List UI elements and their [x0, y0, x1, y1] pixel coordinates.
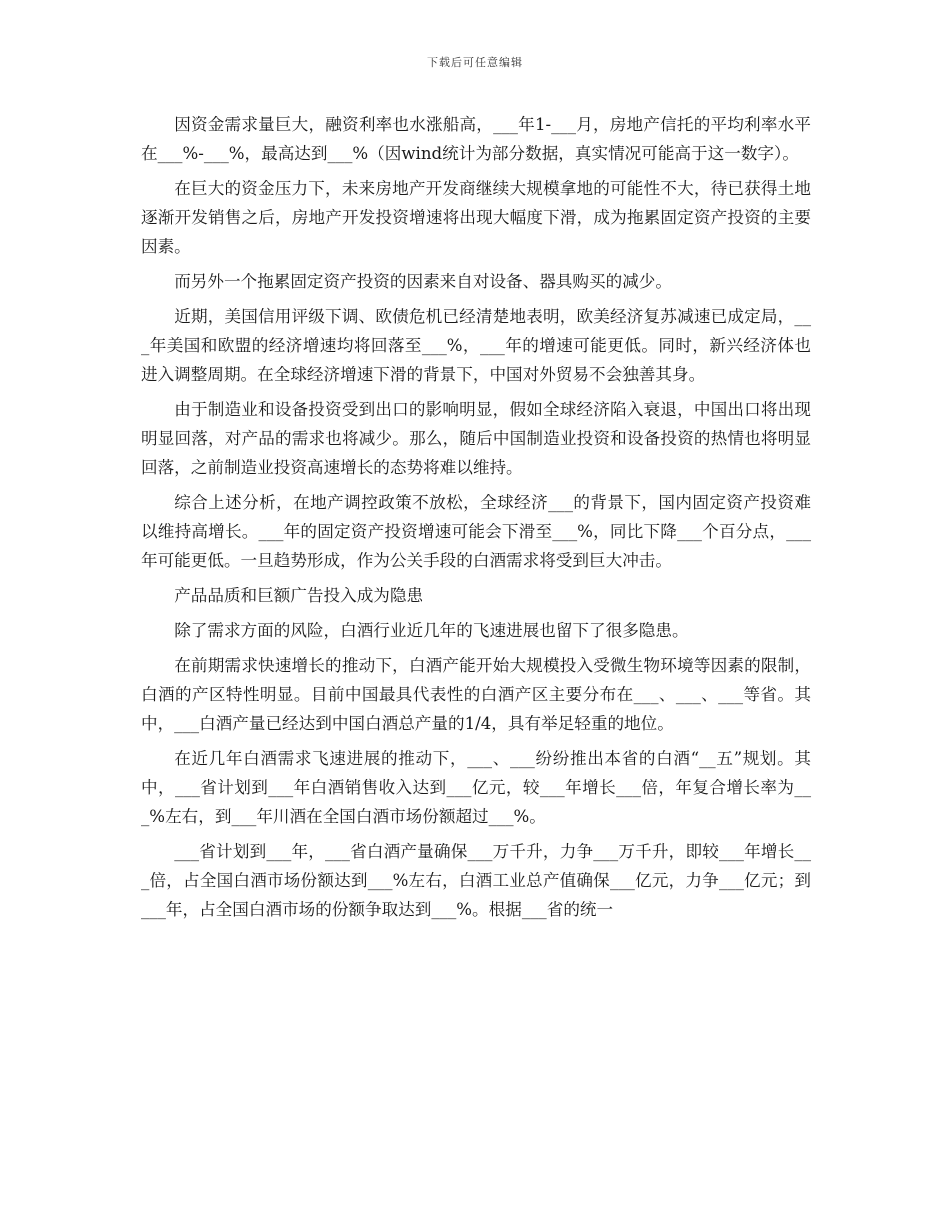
paragraph: 因资金需求量巨大，融资利率也水涨船高，___年1-___月，房地产信托的平均利率水平在___%-___%，最高达到___%（因wind统计为部分数据，真实情况可能高于这一数字）。 [141, 115, 811, 163]
paragraph: 在近几年白酒需求飞速进展的推动下，___、___纷纷推出本省的白酒“__五”规划。其中，___省计划到___年白酒销售收入达到___亿元，较___年增长___倍，年复合增长率为___%左右，到___年川酒在全国白酒市场份额超过___%。 [141, 749, 811, 826]
paragraph: ___省计划到___年，___省白酒产量确保___万千升，力争___万千升，即较___年增长___倍，占全国白酒市场份额达到___%左右，白酒工业总产值确保___亿元，力争___亿元；到___年，占全国白酒市场的份额争取达到___%。根据___省的统一 [141, 842, 811, 919]
paragraph: 综合上述分析，在地产调控政策不放松，全球经济___的背景下，国内固定资产投资难以维持高增长。___年的固定资产投资增速可能会下滑至___%，同比下降___个百分点，___年可能更低。一旦趋势形成，作为公关手段的白酒需求将受到巨大冲击。 [141, 493, 811, 570]
paragraph: 在前期需求快速增长的推动下，白酒产能开始大规模投入受微生物环境等因素的限制，白酒的产区特性明显。目前中国最具代表性的白酒产区主要分布在___、___、___等省。其中，___白酒产量已经达到中国白酒总产量的1/4，具有举足轻重的地位。 [141, 656, 811, 733]
page-header: 下载后可任意编辑 [427, 56, 523, 69]
paragraph: 而另外一个拖累固定资产投资的因素来自对设备、器具购买的减少。 [174, 272, 672, 291]
paragraph: 近期，美国信用评级下调、欧债危机已经清楚地表明，欧美经济复苏减速已成定局，___年美国和欧盟的经济增速均将回落至___%，___年的增速可能更低。同时，新兴经济体也进入调整周期。在全球经济增速下滑的背景下，中国对外贸易不会独善其身。 [141, 307, 811, 384]
section-heading: 产品品质和巨额广告投入成为隐患 [174, 586, 424, 605]
paragraph: 除了需求方面的风险，白酒行业近几年的飞速进展也留下了很多隐患。 [174, 621, 689, 640]
paragraph: 由于制造业和设备投资受到出口的影响明显，假如全球经济陷入衰退，中国出口将出现明显回落，对产品的需求也将减少。那么，随后中国制造业投资和设备投资的热情也将明显回落，之前制造业投资高速增长的态势将难以维持。 [141, 400, 811, 477]
paragraph: 在巨大的资金压力下，未来房地产开发商继续大规模拿地的可能性不大，待已获得土地逐渐开发销售之后，房地产开发投资增速将出现大幅度下滑，成为拖累固定资产投资的主要因素。 [141, 179, 811, 256]
document-body [141, 110, 811, 930]
